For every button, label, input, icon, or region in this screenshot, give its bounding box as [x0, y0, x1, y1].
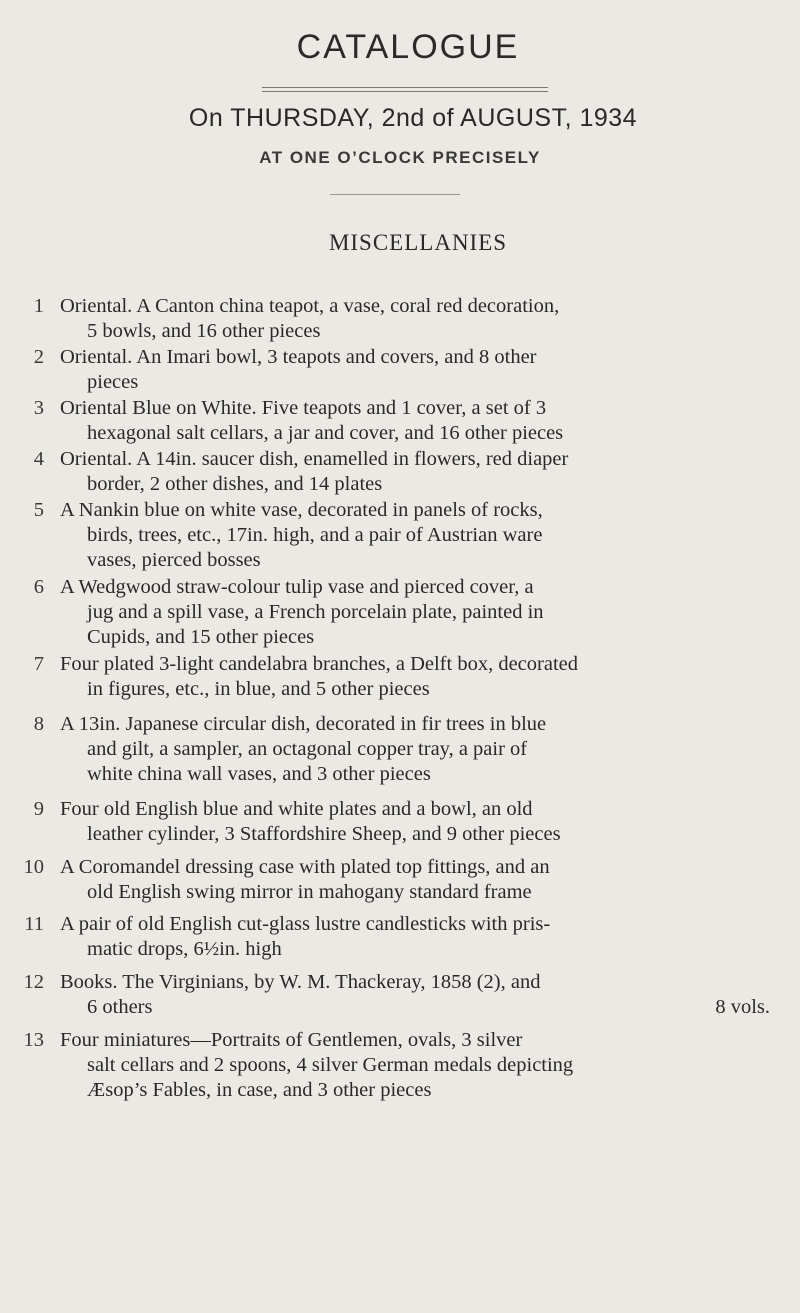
lot-number: 7: [33, 653, 44, 675]
lot-line: Books. The Virginians, by W. M. Thackeray, 1858 (2), and: [60, 971, 541, 993]
lot-line: A 13in. Japanese circular dish, decorated in fir trees in blue: [60, 713, 547, 735]
lot-line: leather cylinder, 3 Staffordshire Sheep, and 9 other pieces: [87, 823, 561, 845]
lot-line: pieces: [87, 371, 139, 393]
lot-number: 10: [23, 856, 44, 878]
lot-line: border, 2 other dishes, and 14 plates: [87, 473, 383, 495]
lot-line: salt cellars and 2 spoons, 4 silver German medals depicting: [87, 1054, 574, 1076]
lot-number: 5: [33, 499, 44, 521]
lot-description: [60, 447, 770, 497]
lot-description: [60, 797, 770, 847]
sale-time: AT ONE O’CLOCK PRECISELY: [259, 148, 541, 167]
lot-description: [60, 498, 770, 573]
lot-number: 6: [33, 576, 44, 598]
lot-line: white china wall vases, and 3 other pieces: [87, 763, 431, 785]
lot-line: matic drops, 6½in. high: [87, 938, 282, 960]
lot-line: Oriental. An Imari bowl, 3 teapots and covers, and 8 other: [60, 346, 537, 368]
lot-description: [60, 1028, 770, 1103]
lot-description: [60, 970, 770, 1020]
volume-count: 8 vols.: [715, 996, 770, 1018]
lot-description: [60, 575, 770, 650]
lot-line: A pair of old English cut-glass lustre candlesticks with pris-: [60, 913, 551, 935]
title-double-rule: [262, 87, 548, 92]
lot-number: 4: [33, 448, 44, 470]
lot-line: [60, 995, 770, 1020]
header-divider: [330, 194, 460, 195]
lot-line: Four miniatures—Portraits of Gentlemen, ovals, 3 silver: [60, 1029, 523, 1051]
lot-description: [60, 855, 770, 905]
lot-number: 12: [23, 971, 44, 993]
lot-line: and gilt, a sampler, an octagonal copper tray, a pair of: [87, 738, 528, 760]
lot-line: Oriental Blue on White. Five teapots and 1 cover, a set of 3: [60, 397, 547, 419]
lot-line: Four old English blue and white plates and a bowl, an old: [60, 798, 533, 820]
lot-description: [60, 396, 770, 446]
lot-line: 5 bowls, and 16 other pieces: [87, 320, 321, 342]
lot-number: 1: [33, 295, 44, 317]
lot-line: in figures, etc., in blue, and 5 other pieces: [87, 678, 430, 700]
lot-number: 2: [33, 346, 44, 368]
catalogue-title: CATALOGUE: [296, 28, 520, 66]
lot-line: vases, pierced bosses: [87, 549, 261, 571]
lot-number: 13: [23, 1029, 44, 1051]
lot-number: 8: [33, 713, 44, 735]
lot-line: A Coromandel dressing case with plated top fittings, and an: [60, 856, 550, 878]
lot-description: [60, 652, 770, 702]
lot-line: A Nankin blue on white vase, decorated in panels of rocks,: [60, 499, 543, 521]
lot-line: Oriental. A 14in. saucer dish, enamelled in flowers, red diaper: [60, 448, 569, 470]
lot-line: birds, trees, etc., 17in. high, and a pair of Austrian ware: [87, 524, 543, 546]
lot-line: Cupids, and 15 other pieces: [87, 626, 315, 648]
lot-number: 11: [24, 913, 44, 935]
lot-line-text: 6 others: [87, 996, 153, 1018]
lot-line: old English swing mirror in mahogany standard frame: [87, 881, 532, 903]
lot-description: [60, 294, 770, 344]
lot-description: [60, 712, 770, 787]
lot-number: 3: [33, 397, 44, 419]
sale-date: On THURSDAY, 2nd of AUGUST, 1934: [188, 104, 638, 132]
lot-description: [60, 345, 770, 395]
lot-line: hexagonal salt cellars, a jar and cover, and 16 other pieces: [87, 422, 564, 444]
lot-line: jug and a spill vase, a French porcelain plate, painted in: [87, 601, 544, 623]
section-heading: MISCELLANIES: [328, 230, 508, 255]
lot-line: Æsop’s Fables, in case, and 3 other pieces: [87, 1079, 432, 1101]
lot-number: 9: [33, 798, 44, 820]
lot-line: Four plated 3-light candelabra branches, a Delft box, decorated: [60, 653, 578, 675]
lot-description: [60, 912, 770, 962]
lot-line: Oriental. A Canton china teapot, a vase, coral red decoration,: [60, 295, 560, 317]
lot-line: A Wedgwood straw-colour tulip vase and pierced cover, a: [60, 576, 534, 598]
